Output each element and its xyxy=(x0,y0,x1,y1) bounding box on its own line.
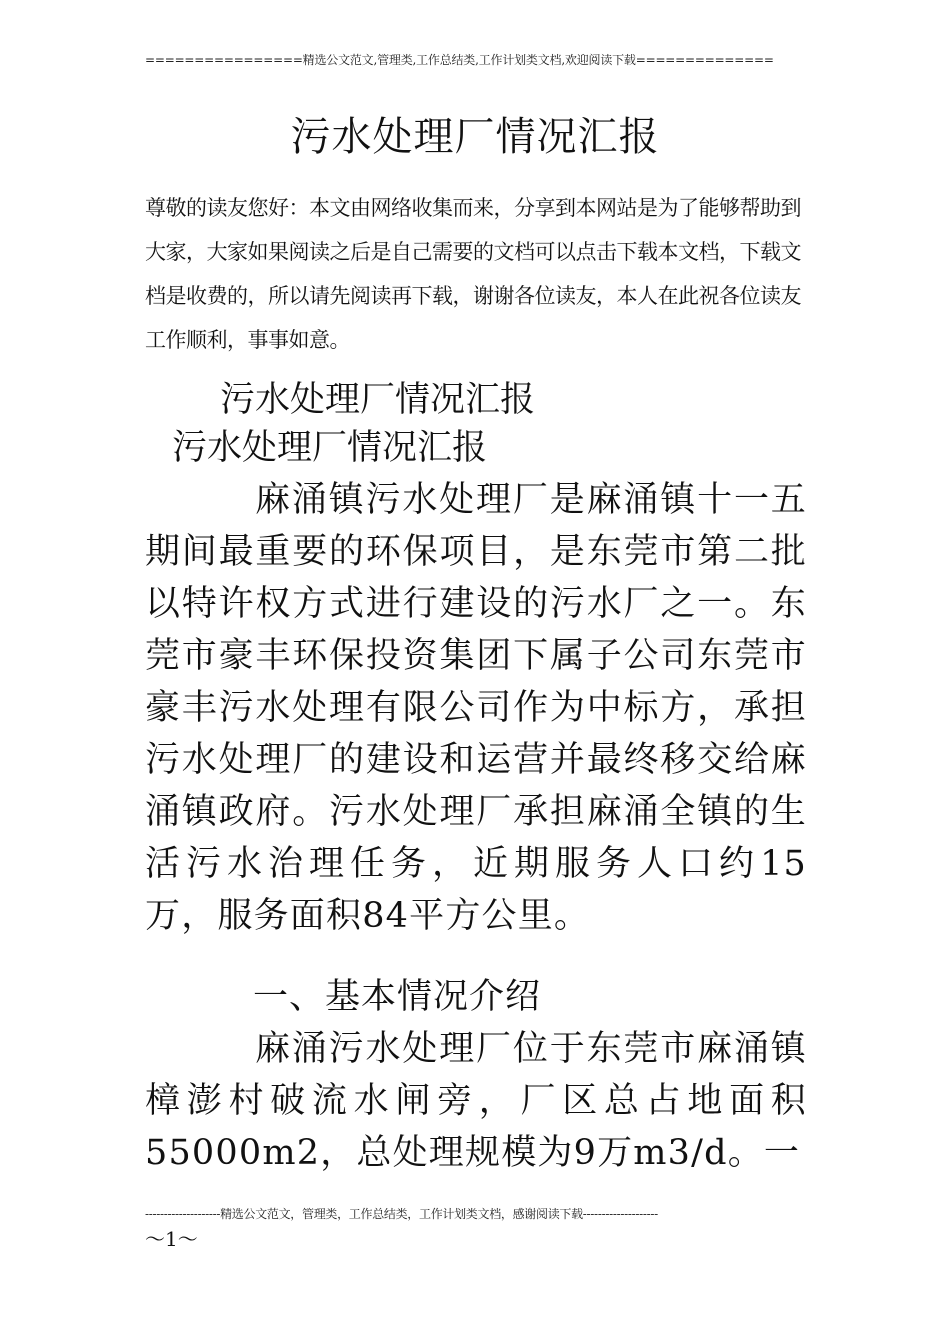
paragraph-1: 麻涌镇污水处理厂是麻涌镇十一五期间最重要的环保项目，是东莞市第二批以特许权方式进行建设的污水厂之一。东莞市豪丰环保投资集团下属子公司东莞市豪丰污水处理有限公司作为中标方，承担污水处理厂的建设和运营并最终移交给麻涌镇政府。污水处理厂承担麻涌全镇的生活污水治理任务，近期服务人口约15万，服务面积84平方公里。 xyxy=(145,480,807,936)
subtitle-2: 污水处理厂情况汇报 xyxy=(172,428,488,468)
subtitle-1: 污水处理厂情况汇报 xyxy=(220,380,536,420)
header-banner: ================精选公文范文,管理类,工作总结类,工作计划类文档,欢迎阅读下载============== xyxy=(145,53,774,67)
paragraph-2: 麻涌污水处理厂位于东莞市麻涌镇樟澎村破流水闸旁，厂区总占地面积55000m2，总处理规模为9万m3/d。一 xyxy=(145,1029,807,1173)
page-title: 污水处理厂情况汇报 xyxy=(290,114,660,160)
reader-notice: 尊敬的读友您好：本文由网络收集而来，分享到本网站是为了能够帮助到大家，大家如果阅读之后是自己需要的文档可以点击下载本文档，下载文档是收费的，所以请先阅读再下载，谢谢各位读友，本人在此祝各位读友工作顺利，事事如意。 xyxy=(145,196,801,352)
section-heading-basic-info: 一、基本情况介绍 xyxy=(253,977,542,1017)
page-number: ～1～ xyxy=(145,1227,198,1251)
footer-banner: --------------------精选公文范文，管理类，工作总结类，工作计划类文档，感谢阅读下载-------------------- xyxy=(145,1207,658,1221)
